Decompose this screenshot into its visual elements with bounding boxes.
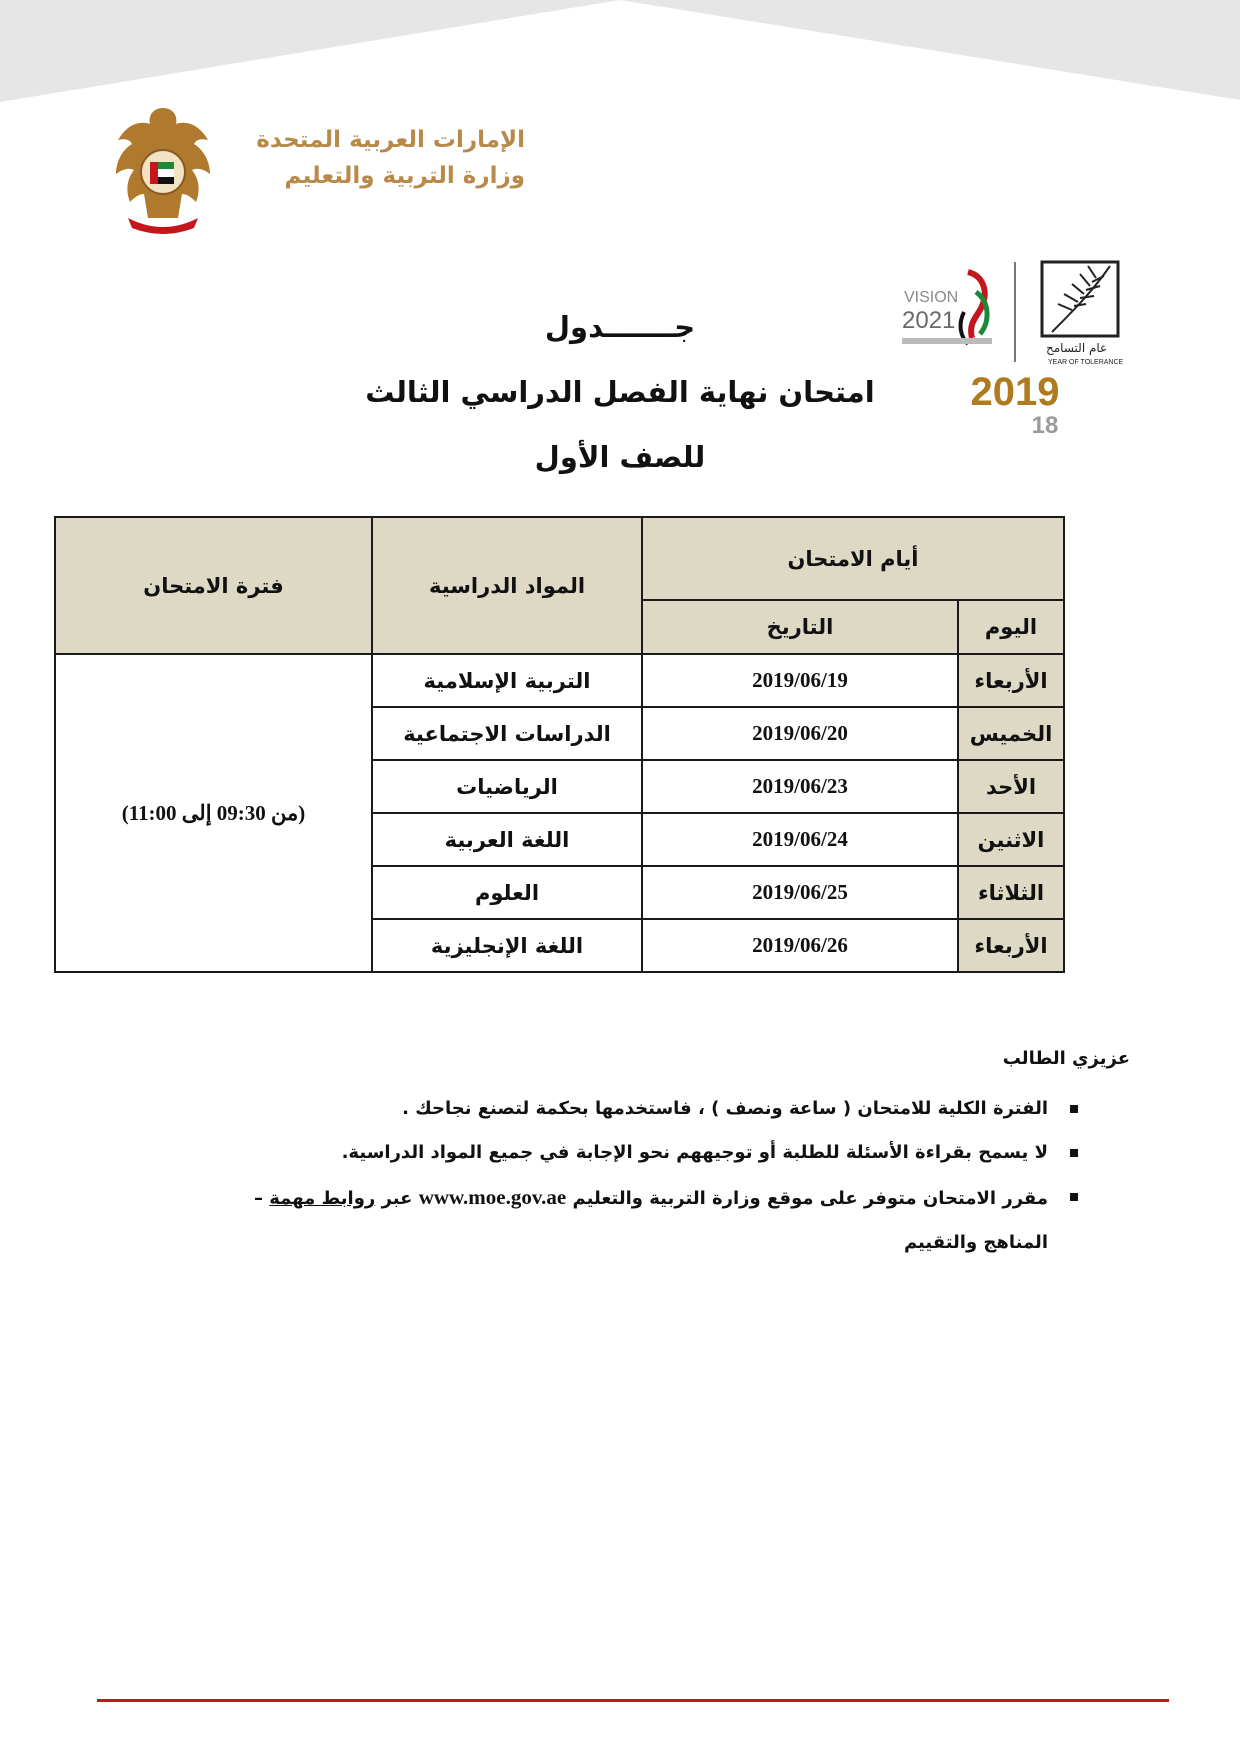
subject-cell: العلوم <box>372 866 642 919</box>
date-cell: 2019/06/19 <box>642 654 958 707</box>
footer-divider <box>97 1699 1169 1702</box>
subjects-header: المواد الدراسية <box>372 517 642 654</box>
day-cell: الأربعاء <box>958 654 1064 707</box>
list-item <box>240 1175 1130 1265</box>
note-via-text: عبر <box>381 1188 413 1209</box>
year-sub-label: 18 <box>1031 412 1059 439</box>
year-label: 2019 <box>970 370 1060 414</box>
tolerance-ar-text: عام التسامح <box>1046 341 1108 355</box>
vision-year-text: 2021 <box>902 307 956 334</box>
moe-website-link[interactable]: www.moe.gov.ae <box>418 1185 567 1209</box>
day-cell: الاثنين <box>958 813 1064 866</box>
date-cell: 2019/06/24 <box>642 813 958 866</box>
note-text: لا يسمح بقراءة الأسئلة للطلبة أو توجيههم نحو الإجابة في جميع المواد الدراسية. <box>341 1142 1048 1163</box>
square-bullet-icon <box>1070 1193 1078 1201</box>
important-links-link[interactable]: روابط مهمة <box>269 1188 376 1209</box>
square-bullet-icon <box>1070 1105 1078 1113</box>
notes-greeting: عزيزي الطالب <box>1002 1048 1130 1069</box>
date-cell: 2019/06/20 <box>642 707 958 760</box>
subject-cell: اللغة العربية <box>372 813 642 866</box>
ministry-line-2: وزارة التربية والتعليم <box>284 163 525 189</box>
date-header: التاريخ <box>642 600 958 654</box>
ministry-line-1: الإمارات العربية المتحدة <box>256 127 525 153</box>
notes-list <box>240 1087 1130 1265</box>
day-cell: الخميس <box>958 707 1064 760</box>
tolerance-en-text: YEAR OF TOLERANCE <box>1048 359 1124 366</box>
ministry-name <box>225 122 525 194</box>
note-text: الفترة الكلية للامتحان ( ساعة ونصف ) ، فاستخدمها بحكمة لتصنع نجاحك . <box>402 1098 1048 1119</box>
document-title: جـــــــدول <box>544 310 696 344</box>
day-cell: الأربعاء <box>958 919 1064 972</box>
vision-label-text: VISION <box>904 289 959 306</box>
date-cell: 2019/06/25 <box>642 866 958 919</box>
uae-emblem-icon <box>108 100 218 235</box>
subject-cell: اللغة الإنجليزية <box>372 919 642 972</box>
exam-schedule-table <box>54 516 1065 973</box>
subject-cell: التربية الإسلامية <box>372 654 642 707</box>
list-item <box>240 1087 1130 1131</box>
grade-title: للصف الأول <box>534 440 706 474</box>
period-header: فترة الامتحان <box>55 517 372 654</box>
day-cell: الثلاثاء <box>958 866 1064 919</box>
subject-cell: الدراسات الاجتماعية <box>372 707 642 760</box>
date-cell: 2019/06/23 <box>642 760 958 813</box>
period-cell: (من 09:30 إلى 11:00) <box>55 654 372 972</box>
note-text: مقرر الامتحان متوفر على موقع وزارة التربية والتعليم <box>572 1188 1048 1209</box>
day-header: اليوم <box>958 600 1064 654</box>
table-header-row <box>55 517 1064 600</box>
list-item <box>240 1131 1130 1175</box>
note-suffix-text: المناهج والتقييم <box>903 1232 1048 1253</box>
exam-days-header: أيام الامتحان <box>642 517 1064 600</box>
student-notes <box>240 1048 1130 1265</box>
date-cell: 2019/06/26 <box>642 919 958 972</box>
note-dash-text: – <box>253 1188 263 1209</box>
square-bullet-icon <box>1070 1149 1078 1157</box>
top-banner <box>0 0 1240 110</box>
day-cell: الأحد <box>958 760 1064 813</box>
year-of-tolerance-logo-icon <box>1012 258 1132 370</box>
table-row <box>55 654 1064 707</box>
subject-cell: الرياضيات <box>372 760 642 813</box>
exam-title: امتحان نهاية الفصل الدراسي الثالث <box>365 375 875 409</box>
